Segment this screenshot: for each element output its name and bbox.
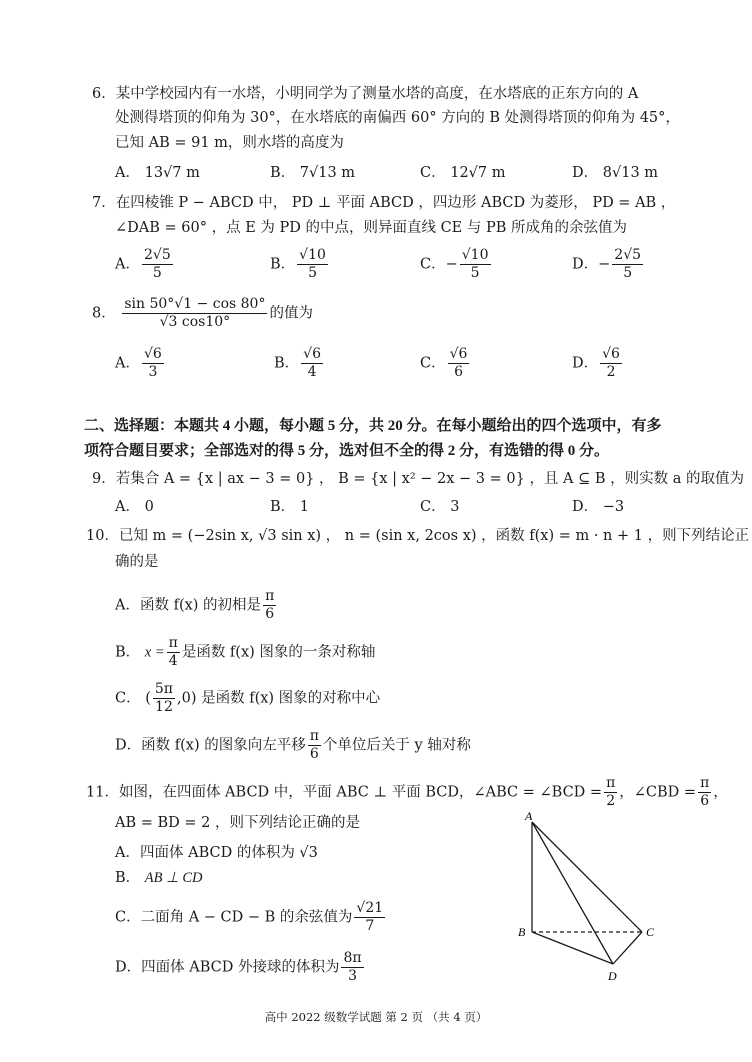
q7-line2: ∠DAB = 60° ，点 E 为 PD 的中点，则异面直线 CE 与 PB 所成角的余弦值为 bbox=[115, 220, 628, 236]
q6-option-b: B． 7√13 m bbox=[270, 165, 356, 181]
edge-bd bbox=[532, 932, 613, 964]
q10-line2: 确的是 bbox=[115, 554, 159, 570]
q8-option-a: A． $\frac{√6}{3}$ bbox=[115, 346, 162, 380]
q8-line bbox=[92, 296, 313, 331]
q8-number: 8． bbox=[92, 305, 116, 322]
q8-option-c: C． $\frac{√6}{6}$ bbox=[420, 346, 468, 380]
label-c: C bbox=[646, 925, 655, 939]
q9-option-d: D． −3 bbox=[572, 499, 625, 515]
q6-line3: 已知 AB = 91 m，则水塔的高度为 bbox=[115, 135, 344, 151]
label-d: D bbox=[608, 969, 617, 983]
q11-option-b: B． AB ⊥ CD bbox=[115, 870, 203, 886]
q9-option-b: B． 1 bbox=[270, 499, 309, 515]
section2-line2: 项符合题目要求；全部选对的得 5 分，选对但不全的得 2 分，有选错的得 0 分。 bbox=[84, 443, 610, 459]
q10-number: 10． bbox=[86, 528, 119, 544]
q6-option-c: C． 12√7 m bbox=[420, 165, 506, 181]
q7-option-c: C．− $\frac{√10}{5}$ bbox=[420, 247, 489, 281]
q11-option-d: D．四面体 ABCD 外接球的体积为 $\frac{8\pi}{3}$ bbox=[115, 950, 362, 984]
edge-cd bbox=[613, 932, 642, 964]
q10-option-a: A．函数 f(x) 的初相是 $\frac{\pi}{6}$ bbox=[115, 588, 275, 622]
q7-option-d: D．− $\frac{2√5}{5}$ bbox=[572, 247, 642, 281]
q11-line1: 11．如图，在四面体 ABCD 中，平面 ABC ⊥ 平面 BCD，∠ABC = ∠BCD = $\frac{\pi}{2}$ ，∠CBD = $\frac{\pi}{6}$ ， bbox=[86, 775, 728, 809]
tetrahedron-figure bbox=[510, 808, 670, 988]
edge-ac bbox=[532, 822, 642, 932]
q9-line bbox=[92, 469, 744, 489]
q7-option-a: A． $\frac{2√5}{5}$ bbox=[115, 247, 171, 281]
edge-ad bbox=[532, 822, 613, 964]
page-footer: 高中 2022 级数学试题 第 2 页 （共 4 页） bbox=[264, 1010, 488, 1024]
q6-line1 bbox=[92, 84, 638, 104]
q6-text-1: 某中学校园内有一水塔，小明同学为了测量水塔的高度，在水塔底的正东方向的 A bbox=[115, 86, 639, 102]
q8-option-d: D． $\frac{√6}{2}$ bbox=[572, 346, 620, 380]
q11-option-a: A．四面体 ABCD 的体积为 √3 bbox=[115, 845, 318, 861]
label-a: A bbox=[525, 809, 533, 823]
q11-option-c: C．二面角 A − CD − B 的余弦值为 $\frac{√21}{7}$ bbox=[115, 900, 384, 934]
q6-option-a: A． 13√7 m bbox=[115, 165, 200, 181]
q10-option-c: C． ( $\frac{5\pi}{12}$ ,0) 是函数 f(x) 图象的对称中心 bbox=[115, 681, 381, 715]
q9-number: 9． bbox=[92, 471, 116, 487]
q6-line2: 处测得塔顶的仰角为 30°，在水塔底的南偏西 60° 方向的 B 处测得塔顶的仰角为 45°， bbox=[115, 110, 680, 126]
section2-line1: 二、选择题：本题共 4 小题，每小题 5 分，共 20 分。在每小题给出的四个选项中，有多 bbox=[84, 418, 662, 434]
q8-option-b: B． $\frac{√6}{4}$ bbox=[274, 346, 321, 380]
q10-text-1: 已知 m = (−2sin x, √3 sin x) ， n = (sin x, 2cos x) ，函数 f(x) = m · n + 1 ，则下列结论正 bbox=[118, 528, 750, 544]
q9-text: 若集合 A = {x | ax − 3 = 0} ， B = {x | x² − 2x − 3 = 0} ，且 A ⊆ B ，则实数 a 的取值为 bbox=[115, 471, 745, 487]
q7-number: 7． bbox=[92, 195, 116, 211]
q8-suffix: 的值为 bbox=[269, 305, 313, 322]
q6-number: 6． bbox=[92, 86, 116, 102]
q10-option-b: B． x = $\frac{\pi}{4}$ 是函数 f(x) 图象的一条对称轴 bbox=[115, 635, 376, 669]
q7-option-b: B． $\frac{√10}{5}$ bbox=[270, 247, 326, 281]
q6-option-d: D． 8√13 m bbox=[572, 165, 659, 181]
q11-line2: AB = BD = 2 ，则下列结论正确的是 bbox=[115, 815, 360, 831]
q9-option-a: A． 0 bbox=[115, 499, 154, 515]
q10-option-d: D．函数 f(x) 的图象向左平移 $\frac{\pi}{6}$ 个单位后关于 y 轴对称 bbox=[115, 728, 471, 762]
q10-line1 bbox=[86, 526, 749, 546]
q11-number: 11． bbox=[86, 784, 119, 801]
q8-expression: $\frac{\sin 50^\circ√1 - \cos 80^\circ}{√3 \cos 10^\circ}$ bbox=[124, 296, 266, 330]
label-b: B bbox=[518, 925, 526, 939]
q7-line1 bbox=[92, 193, 675, 213]
q9-option-c: C． 3 bbox=[420, 499, 460, 515]
q7-text-1: 在四棱锥 P − ABCD 中， PD ⊥ 平面 ABCD ，四边形 ABCD 为菱形， PD = AB ， bbox=[115, 195, 676, 211]
